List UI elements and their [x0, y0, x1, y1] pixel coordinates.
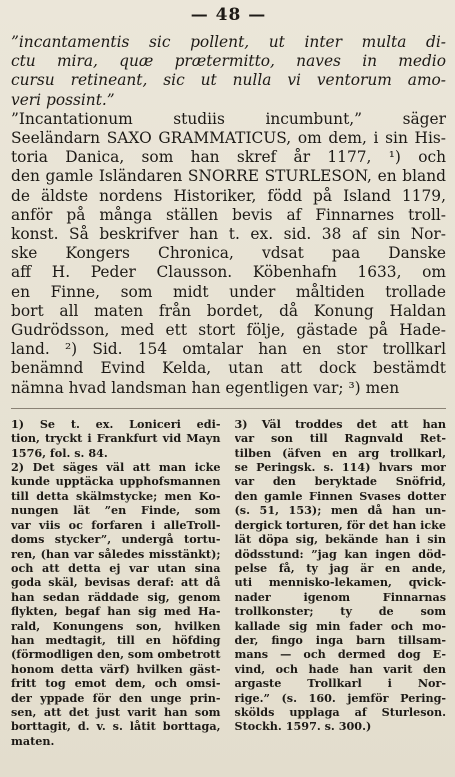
footnote-line: ren, (han var således misstänkt);	[11, 546, 221, 561]
text-line: benämnd Evind Kelda, utan att dock bestämdt	[11, 359, 446, 378]
text-line: de äldste nordens Historiker, född på Island 1179,	[11, 186, 446, 205]
footnote-line: var son till Ragnvald Ret-	[234, 431, 447, 446]
footnote-line: vind, och hade han varit den	[234, 661, 447, 676]
text-line: toria Danica, som han skref år 1177, ¹) och	[11, 148, 446, 167]
text-line: bort all maten från bordet, då Konung Haldan	[11, 301, 446, 320]
footnote-line: dödsstund: ”jag kan ingen död-	[234, 546, 447, 561]
text-line: ctu mira, quæ prætermitto, naves in medio	[11, 52, 446, 71]
footnote-line: lät döpa sig, bekände han i sin	[234, 532, 447, 547]
text-line: en Finne, som midt under måltiden trollade	[11, 282, 446, 301]
footnote-line: han medtagit, till en höfding	[11, 632, 221, 647]
footnote-line: maten.	[11, 733, 55, 748]
text-line: ”Incantationum studiis incumbunt,” säger	[11, 109, 446, 128]
footnote-line: tion, tryckt i Frankfurt vid Mayn	[11, 431, 221, 446]
footnote-line: Stockh. 1597. s. 300.)	[234, 719, 372, 734]
text-line: cursu retineant, sic ut nulla vi ventorum amo-	[11, 71, 446, 90]
footnote-line: rige.” (s. 160. jemför Pering-	[234, 690, 447, 705]
text-line: Gudrödsson, med ett stort följe, gästade på Hade-	[11, 321, 446, 340]
footnote-line: goda skäl, bevisas deraf: att då	[11, 575, 221, 590]
footnote-line: doms stycker”, undergå tortu-	[11, 532, 221, 547]
footnote-divider	[11, 408, 446, 409]
footnotes	[11, 417, 446, 748]
text-line: ske Kongers Chronica, vdsat paa Danske	[11, 244, 446, 263]
footnote-line: 1576, fol. s. 84.	[11, 445, 108, 460]
footnote-line: rald, Konungens son, hvilken	[11, 618, 221, 633]
text-line: nämna hvad landsman han egentligen var; ³) men	[11, 378, 400, 397]
footnote-line: han sedan räddade sig, genom	[11, 589, 221, 604]
text-line: aff H. Peder Clausson. Köbenhafn 1633, om	[11, 263, 446, 282]
page-number: — 48 —	[190, 5, 267, 25]
footnote-line: (förmodligen den, som ombetrott	[11, 647, 221, 662]
footnote-line: kallade sig min fader och mo-	[234, 618, 447, 633]
footnote-line: honom detta värf) hvilken gäst-	[11, 661, 221, 676]
footnote-line: pelse få, ty jag är en ande,	[234, 560, 447, 575]
footnote-line: uti mennisko-lekamen, qvick-	[234, 575, 447, 590]
footnote-line: 2) Det säges väl att man icke	[11, 460, 221, 475]
text-line: ”incantamentis sic pollent, ut inter multa di-	[11, 33, 446, 51]
footnote-line: nader igenom Finnarnas	[234, 589, 447, 604]
footnote-line: tilben (äfven en arg trollkarl,	[234, 445, 447, 460]
footnote-line: var viis oc forfaren i alleTroll-	[11, 517, 221, 532]
footnote-line: var den beryktade Snöfrid,	[234, 474, 447, 489]
footnote-line: der, fingo inga barn tillsam-	[234, 632, 447, 647]
footnote-line: dergick torturen, för det han icke	[234, 517, 447, 532]
footnote-line: se Peringsk. s. 114) hvars mor	[234, 460, 447, 475]
footnote-line: och att detta ej var utan sina	[11, 560, 221, 575]
footnote-line: argaste Trollkarl i Nor-	[234, 676, 447, 691]
footnote-line: borttagit, d. v. s. låtit borttaga,	[11, 719, 221, 734]
footnote-line: 1) Se t. ex. Loniceri edi-	[11, 416, 221, 431]
text-line: den gamle Isländaren SNORRE STURLESON, en bland	[11, 167, 446, 186]
text-line: land. ²) Sid. 154 omtalar han en stor trollkarl	[11, 340, 446, 359]
footnote-line: sen, att det just varit han som	[11, 704, 221, 719]
text-line: Seeländarn SAXO GRAMMATICUS, om dem, i sin His-	[11, 129, 446, 148]
footnote-line: mans — och dermed dog E-	[234, 647, 447, 662]
text-line: veri possint.”	[11, 90, 115, 109]
footnote-line: fritt tog emot dem, och omsi-	[11, 676, 221, 691]
footnotes-right-column	[235, 417, 447, 748]
footnote-line: den gamle Finnen Svases dotter	[234, 488, 447, 503]
text-line: konst. Så beskrifver han t. ex. sid. 38 af sin Nor-	[11, 225, 446, 244]
footnote-line: (s. 51, 153); men då han un-	[234, 503, 447, 518]
footnote-line: kunde upptäcka upphofsmannen	[11, 474, 221, 489]
footnote-line: der yppade för den unge prin-	[11, 690, 221, 705]
footnote-line: nungen lät ”en Finde, som	[11, 503, 221, 518]
footnote-line: till detta skälmstycke; men Ko-	[11, 488, 221, 503]
footnotes-left-column	[11, 417, 221, 748]
text-line: anför på många ställen bevis af Finnarnes troll-	[11, 205, 446, 224]
footnote-line: flykten, begaf han sig med Ha-	[11, 604, 221, 619]
footnote-line: trollkonster; ty de som	[234, 604, 447, 619]
main-text	[11, 33, 446, 398]
footnote-line: skölds upplaga af Sturleson.	[234, 704, 447, 719]
footnote-line: 3) Väl troddes det att han	[234, 416, 447, 431]
